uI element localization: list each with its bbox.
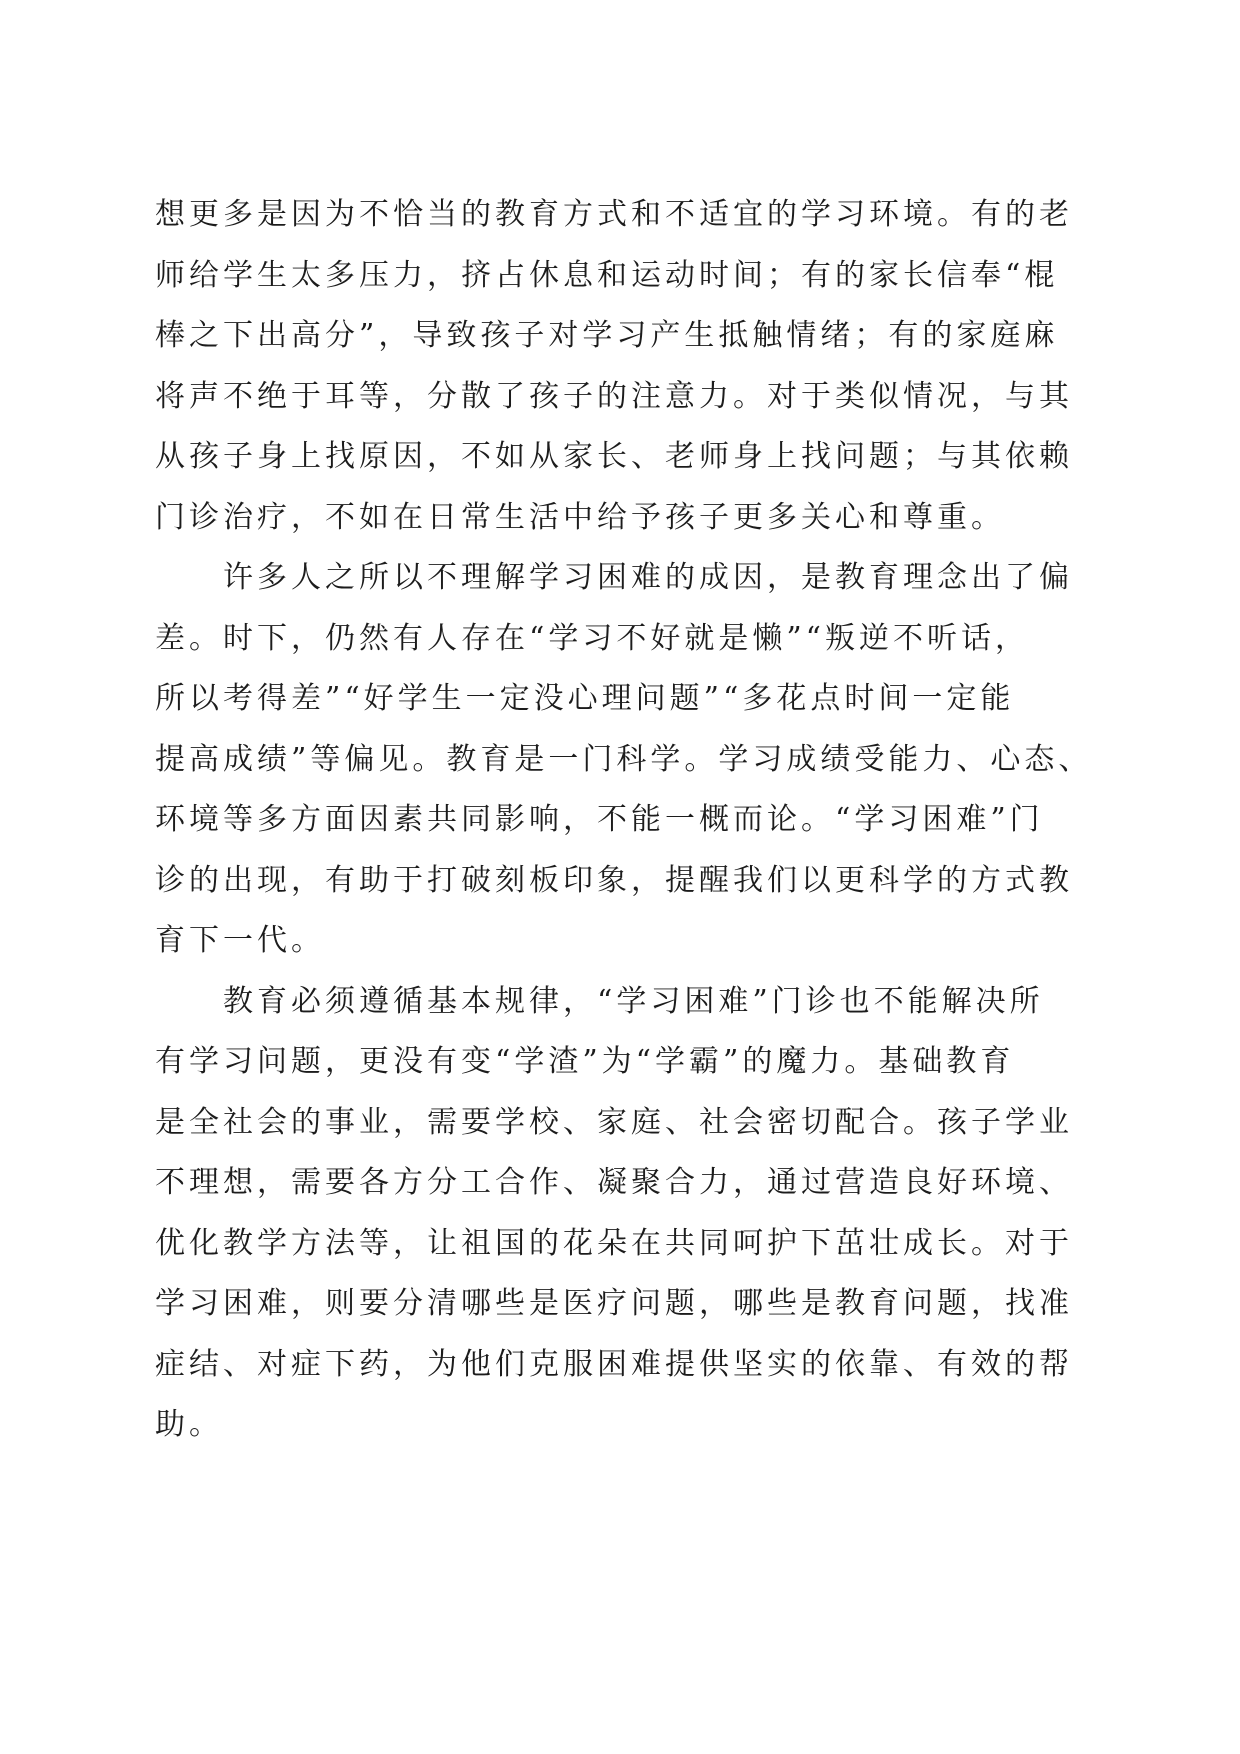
text-line: 师给学生太多压力，挤占休息和运动时间；有的家长信奉“棍 — [155, 257, 1059, 293]
text-line: 不理想，需要各方分工合作、凝聚合力，通过营造良好环境、 — [155, 1165, 1073, 1200]
paragraph-1 — [155, 185, 1155, 548]
text-line: 将声不绝于耳等，分散了孩子的注意力。对于类似情况，与其 — [155, 378, 1073, 414]
paragraph-3 — [155, 972, 1155, 1456]
text-line: 症结、对症下药，为他们克服困难提供坚实的依靠、有效的帮 — [155, 1346, 1073, 1382]
text-line: 从孩子身上找原因，不如从家长、老师身上找问题；与其依赖 — [155, 439, 1073, 474]
text-line: 想更多是因为不恰当的教育方式和不适宜的学习环境。有的老 — [155, 197, 1073, 232]
text-line: 优化教学方法等，让祖国的花朵在共同呵护下茁壮成长。对于 — [155, 1225, 1073, 1261]
paragraph-2 — [155, 548, 1155, 972]
text-line: 有学习问题，更没有变“学渣”为“学霸”的魔力。基础教育 — [155, 1044, 1015, 1079]
text-line: 许多人之所以不理解学习困难的成因，是教育理念出了偏 — [223, 560, 1073, 595]
text-line: 育下一代。 — [155, 923, 325, 958]
text-line: 是全社会的事业，需要学校、家庭、社会密切配合。孩子学业 — [155, 1104, 1073, 1140]
text-line: 教育必须遵循基本规律，“学习困难”门诊也不能解决所 — [223, 983, 1044, 1019]
text-line: 差。时下，仍然有人存在“学习不好就是懒”“叛逆不听话， — [155, 620, 1030, 656]
text-line: 助。 — [155, 1407, 223, 1442]
text-line: 提高成绩”等偏见。教育是一门科学。学习成绩受能力、心态、 — [155, 741, 1093, 777]
text-line: 诊的出现，有助于打破刻板印象，提醒我们以更科学的方式教 — [155, 862, 1073, 898]
text-line: 学习困难，则要分清哪些是医疗问题，哪些是教育问题，找准 — [155, 1286, 1073, 1321]
document-body — [155, 185, 1155, 1456]
text-line: 环境等多方面因素共同影响，不能一概而论。“学习困难”门 — [155, 802, 1044, 837]
text-line: 棒之下出高分”，导致孩子对学习产生抵触情绪；有的家庭麻 — [155, 318, 1059, 353]
text-line: 门诊治疗，不如在日常生活中给予孩子更多关心和尊重。 — [155, 499, 1005, 535]
text-line: 所以考得差”“好学生一定没心理问题”“多花点时间一定能 — [155, 681, 1015, 716]
